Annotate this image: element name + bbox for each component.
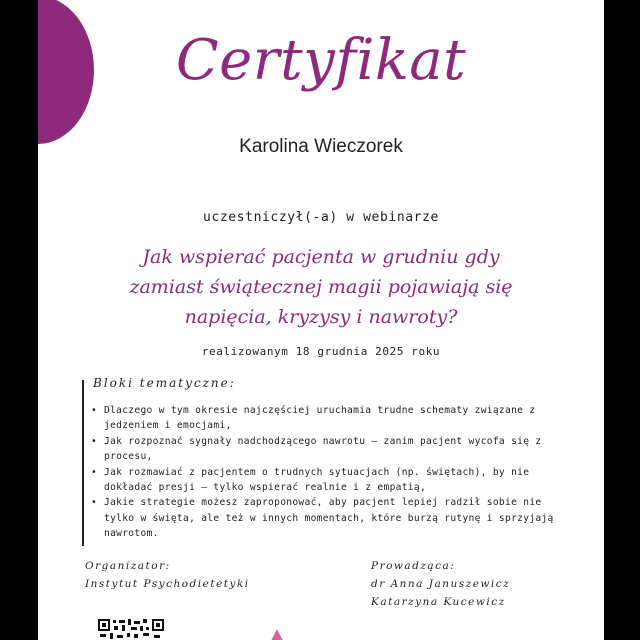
webinar-title-line: napięcia, kryzysy i nawroty? (184, 306, 458, 328)
organizer-block (85, 557, 250, 593)
qr-code-icon (98, 619, 164, 640)
seal-icon (268, 628, 286, 640)
certificate-title: Certyfikat (175, 28, 467, 93)
list-item: • Jak rozmawiać z pacjentem o trudnych sytuacjach (np. świętach), by nie dokładać presji – tylko wspierać realnie i z empatią, (88, 465, 558, 496)
list-item: • Dlaczego w tym okresie najczęściej uruchamia trudne schematy związane z jedzeniem i emocjami, (88, 403, 558, 434)
webinar-title-line: Jak wspierać pacjenta w grudniu gdy (142, 246, 500, 268)
certificate-page (38, 0, 604, 640)
organizer-label: Organizator: (85, 560, 171, 572)
recipient-name: Karolina Wieczorek (239, 136, 403, 157)
host-name: dr Anna Januszewicz (371, 578, 511, 590)
topics-list (88, 403, 558, 542)
list-item: • Jakie strategie możesz zaproponować, aby pacjent lepiej radził sobie nie tylko w święta, ale też w innych momentach, które burzą rutynę i sprzyjają nawrotom. (88, 495, 558, 541)
webinar-title-line: zamiast świątecznej magii pojawiają się (129, 276, 513, 298)
list-item: • Jak rozpoznać sygnały nadchodzącego nawrotu – zanim pacjent wycofa się z procesu, (88, 434, 558, 465)
webinar-date: realizowanym 18 grudnia 2025 roku (201, 345, 441, 358)
host-name: Katarzyna Kucewicz (371, 596, 506, 608)
topics-heading: Bloki tematyczne: (93, 376, 236, 390)
hosts-block (371, 557, 510, 611)
participation-text: uczestniczył(-a) w webinarze (203, 210, 439, 225)
webinar-title (98, 242, 544, 332)
hosts-label: Prowadząca: (371, 560, 456, 572)
organizer-name: Instytut Psychodietetyki (85, 578, 250, 590)
